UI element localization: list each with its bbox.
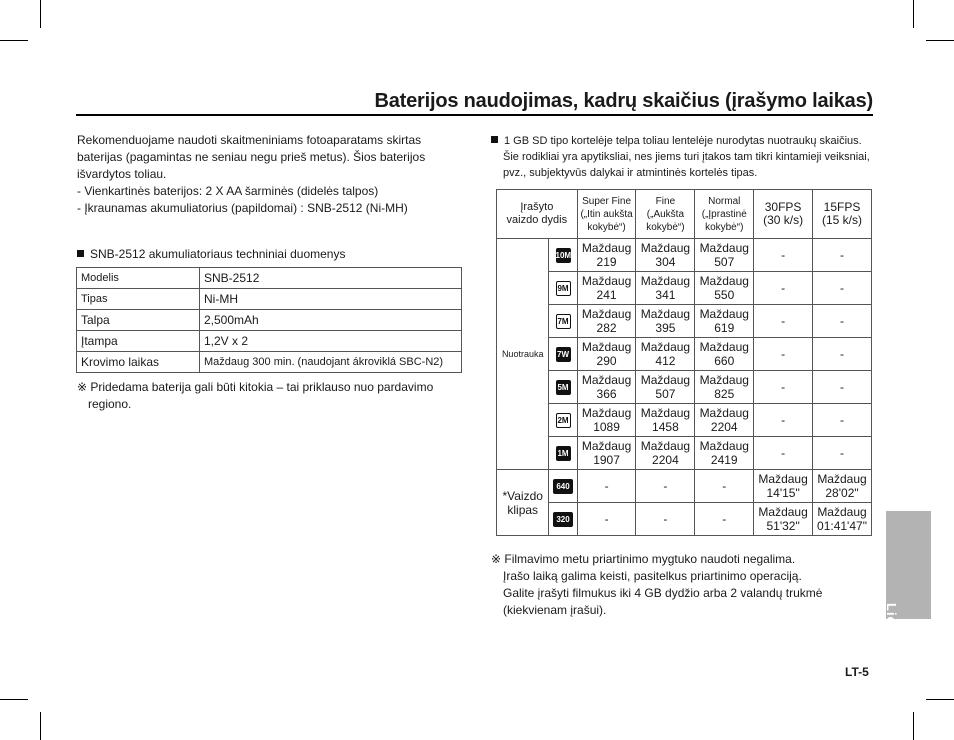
- cell-15fps: -: [813, 305, 872, 338]
- table-row: [77, 268, 462, 289]
- recording-note: [491, 551, 881, 619]
- resolution-5m-icon: 5M: [556, 380, 571, 395]
- title-rule: [76, 114, 873, 116]
- intro-line: Šie rodikliai yra apytiksliai, nes jiems turi įtakos tam tikri kintamieji veiksniai,: [503, 151, 870, 163]
- resolution-icon-cell: [549, 305, 577, 338]
- crop-mark: [40, 0, 41, 28]
- language-tab-label: Lietuvių: [884, 603, 899, 661]
- intro-line: išvardytos toliau.: [77, 167, 167, 181]
- spec-key: Talpa: [77, 310, 200, 331]
- page-title: Baterijos naudojimas, kadrų skaičius (įrašymo laikas): [374, 90, 873, 112]
- spec-value: SNB-2512: [200, 268, 462, 289]
- cell-30fps: -: [754, 272, 813, 305]
- resolution-9m-icon: 9M: [556, 281, 571, 296]
- cell-superfine: Maždaug 241: [577, 272, 636, 305]
- table-row: [77, 331, 462, 352]
- cell-15fps: Maždaug 01:41'47": [813, 503, 872, 536]
- cell-normal: Maždaug 619: [695, 305, 754, 338]
- square-bullet-icon: [491, 136, 498, 143]
- crop-mark: [913, 712, 914, 740]
- capacity-intro: [491, 133, 881, 181]
- spec-value: Ni-MH: [200, 289, 462, 310]
- cell-fine: -: [636, 470, 695, 503]
- cell-normal: Maždaug 550: [695, 272, 754, 305]
- intro-line: - Vienkartinės baterijos: 2 X AA šarminės (didelės talpos): [77, 184, 379, 198]
- note-line: Įrašo laiką galima keisti, pasitelkus priartinimo operaciją.: [503, 569, 802, 583]
- cell-normal: Maždaug 2204: [695, 404, 754, 437]
- battery-note: [77, 379, 457, 413]
- cell-fine: Maždaug 1458: [636, 404, 695, 437]
- cell-15fps: -: [813, 239, 872, 272]
- table-row: [497, 239, 872, 272]
- language-tab: [884, 511, 931, 661]
- cell-fine: Maždaug 507: [636, 371, 695, 404]
- table-row: [497, 470, 872, 503]
- intro-line: baterijas (pagamintas ne seniau negu prieš metus). Šios baterijos: [77, 150, 426, 164]
- photo-group-label: Nuotrauka: [497, 239, 549, 470]
- cell-superfine: Maždaug 219: [577, 239, 636, 272]
- table-row: [497, 404, 872, 437]
- video-group-label: *Vaizdo klipas: [497, 470, 549, 536]
- resolution-icon-cell: [549, 437, 577, 470]
- cell-superfine: Maždaug 282: [577, 305, 636, 338]
- video-rows: [497, 470, 872, 536]
- cell-30fps: -: [754, 371, 813, 404]
- header-superfine: Super Fine („Itin aukšta kokybė“): [577, 190, 636, 239]
- cell-30fps: Maždaug 14'15": [754, 470, 813, 503]
- table-row: [77, 352, 462, 373]
- cell-30fps: -: [754, 338, 813, 371]
- cell-fine: -: [636, 503, 695, 536]
- spec-key: Įtampa: [77, 331, 200, 352]
- cell-15fps: -: [813, 404, 872, 437]
- cell-30fps: -: [754, 239, 813, 272]
- table-header-row: [497, 190, 872, 239]
- cell-15fps: -: [813, 338, 872, 371]
- intro-line: 1 GB SD tipo kortelėje telpa toliau lentelėje nurodytas nuotraukų skaičius.: [504, 135, 862, 147]
- table-row: [77, 310, 462, 331]
- intro-line: Rekomenduojame naudoti skaitmeniniams fotoaparatams skirtas: [77, 133, 422, 147]
- cell-30fps: Maždaug 51'32": [754, 503, 813, 536]
- header-30fps: 30FPS (30 k/s): [754, 190, 813, 239]
- cell-fine: Maždaug 395: [636, 305, 695, 338]
- table-row: [497, 338, 872, 371]
- cell-normal: Maždaug 507: [695, 239, 754, 272]
- note-line: regiono.: [88, 397, 132, 411]
- resolution-2m-icon: 2M: [556, 413, 571, 428]
- cell-normal: -: [695, 470, 754, 503]
- cell-fine: Maždaug 2204: [636, 437, 695, 470]
- cell-30fps: -: [754, 305, 813, 338]
- cell-superfine: Maždaug 1907: [577, 437, 636, 470]
- cell-superfine: Maždaug 1089: [577, 404, 636, 437]
- table-row: [497, 371, 872, 404]
- specs-heading-text: SNB-2512 akumuliatoriaus techniniai duomenys: [90, 247, 346, 261]
- header-size: Įrašyto vaizdo dydis: [497, 190, 578, 239]
- crop-mark: [0, 40, 28, 41]
- header-15fps: 15FPS (15 k/s): [813, 190, 872, 239]
- note-line: ※ Pridedama baterija gali būti kitokia – tai priklauso nuo pardavimo: [77, 380, 434, 394]
- intro-paragraph: [77, 132, 457, 217]
- cell-15fps: -: [813, 437, 872, 470]
- resolution-icon-cell: [549, 338, 577, 371]
- crop-mark: [926, 699, 954, 700]
- cell-normal: Maždaug 2419: [695, 437, 754, 470]
- cell-fine: Maždaug 304: [636, 239, 695, 272]
- cell-superfine: -: [577, 503, 636, 536]
- spec-key: Tipas: [77, 289, 200, 310]
- video-icon-cell: [549, 503, 577, 536]
- table-row: [497, 503, 872, 536]
- resolution-7m-icon: 7M: [556, 314, 571, 329]
- battery-specs-table: [76, 267, 462, 373]
- table-row: [497, 437, 872, 470]
- cell-normal: -: [695, 503, 754, 536]
- note-line: Galite įrašyti filmukus iki 4 GB dydžio arba 2 valandų trukmė: [503, 586, 823, 600]
- crop-mark: [0, 699, 28, 700]
- cell-30fps: -: [754, 404, 813, 437]
- video-640-icon: 640: [553, 479, 573, 494]
- cell-normal: Maždaug 660: [695, 338, 754, 371]
- page-number: LT-5: [845, 665, 869, 679]
- header-normal: Normal („Įprastinė kokybė“): [695, 190, 754, 239]
- table-row: [77, 289, 462, 310]
- resolution-icon-cell: [549, 239, 577, 272]
- spec-value: 2,500mAh: [200, 310, 462, 331]
- square-bullet-icon: [77, 250, 84, 257]
- cell-15fps: -: [813, 371, 872, 404]
- cell-superfine: -: [577, 470, 636, 503]
- capacity-table: [496, 189, 872, 536]
- cell-30fps: -: [754, 437, 813, 470]
- specs-heading: [77, 246, 457, 263]
- cell-fine: Maždaug 341: [636, 272, 695, 305]
- cell-15fps: -: [813, 272, 872, 305]
- crop-mark: [40, 712, 41, 740]
- crop-mark: [913, 0, 914, 28]
- cell-fine: Maždaug 412: [636, 338, 695, 371]
- spec-value: 1,2V x 2: [200, 331, 462, 352]
- video-320-icon: 320: [553, 512, 573, 527]
- header-fine: Fine („Aukšta kokybė“): [636, 190, 695, 239]
- spec-key: Modelis: [77, 268, 200, 289]
- photo-rows: [497, 239, 872, 470]
- resolution-icon-cell: [549, 404, 577, 437]
- crop-mark: [926, 40, 954, 41]
- resolution-10m-icon: 10M: [556, 248, 571, 263]
- resolution-icon-cell: [549, 272, 577, 305]
- spec-value: Maždaug 300 min. (naudojant ákroviklá SBC-N2): [200, 352, 462, 373]
- resolution-7w-icon: 7W: [556, 347, 571, 362]
- spec-key: Krovimo laikas: [77, 352, 200, 373]
- table-row: [497, 272, 872, 305]
- cell-superfine: Maždaug 366: [577, 371, 636, 404]
- note-line: (kiekvienam įrašui).: [503, 603, 607, 617]
- resolution-1m-icon: 1M: [556, 446, 571, 461]
- resolution-icon-cell: [549, 371, 577, 404]
- cell-superfine: Maždaug 290: [577, 338, 636, 371]
- table-row: [497, 305, 872, 338]
- intro-line: pvz., subjektyvūs dalykai ir atmintinės kortelės tipas.: [503, 167, 758, 179]
- cell-15fps: Maždaug 28'02": [813, 470, 872, 503]
- cell-normal: Maždaug 825: [695, 371, 754, 404]
- video-icon-cell: [549, 470, 577, 503]
- intro-line: - Įkraunamas akumuliatorius (papildomai) : SNB-2512 (Ni-MH): [77, 201, 408, 215]
- note-line: ※ Filmavimo metu priartinimo mygtuko naudoti negalima.: [491, 552, 796, 566]
